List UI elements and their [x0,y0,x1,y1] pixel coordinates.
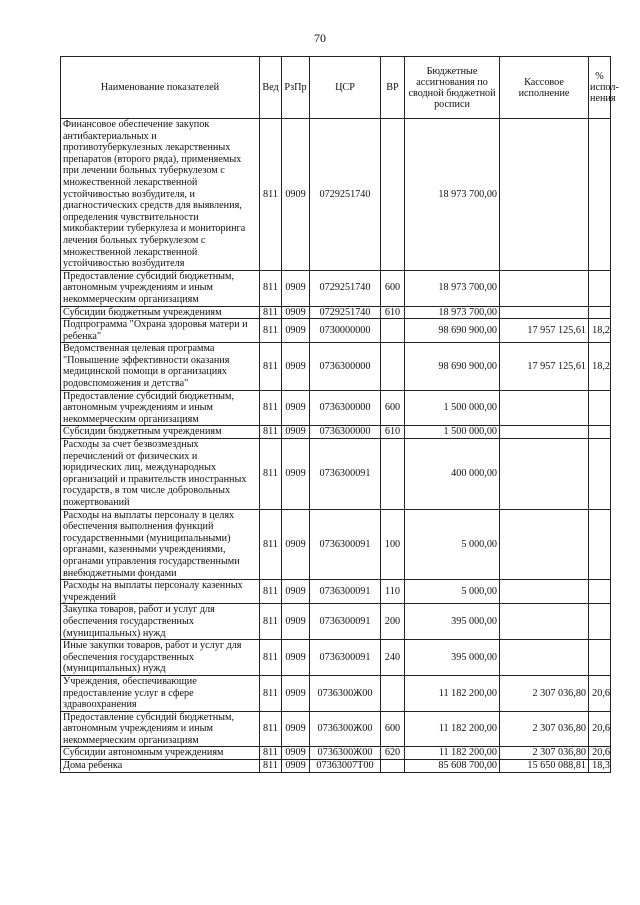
cell-rzpr: 0909 [282,390,310,426]
cell-name: Финансовое обеспечение закупок антибактериальных и противотуберкулезных лекарственных препаратов (второго ряда), применяемых при лечении больных туберкулезом с множественной лекарственной устойчивостью возбудителя, и диагностических средств для выявления, определения чувствительности микобактерии туберкулеза и мониторинга лечения больных туберкулезом с множественной лекарственной устойчивостью возбудителя [61,119,260,271]
cell-assign: 85 608 700,00 [405,760,500,773]
cell-rzpr: 0909 [282,760,310,773]
cell-pct [589,426,611,439]
cell-name: Учреждения, обеспечивающие предоставление услуг в сфере здравоохранения [61,675,260,711]
cell-csr: 0736300091 [310,509,381,580]
cell-assign: 98 690 900,00 [405,319,500,343]
cell-pct [589,390,611,426]
cell-assign: 1 500 000,00 [405,390,500,426]
table-row [61,343,611,390]
cell-csr: 0736300091 [310,439,381,510]
cell-cash [500,119,589,271]
cell-cash [500,640,589,676]
table-row [61,675,611,711]
cell-ved: 811 [260,270,282,306]
cell-rzpr: 0909 [282,675,310,711]
cell-ved: 811 [260,604,282,640]
table-header-row [61,57,611,119]
cell-pct [589,604,611,640]
cell-csr: 0736300000 [310,390,381,426]
cell-ved: 811 [260,319,282,343]
cell-pct: 18,2 [589,319,611,343]
cell-assign: 18 973 700,00 [405,119,500,271]
cell-cash [500,604,589,640]
cell-assign: 400 000,00 [405,439,500,510]
cell-name: Субсидии бюджетным учреждениям [61,306,260,319]
cell-cash [500,509,589,580]
table-row [61,319,611,343]
cell-ved: 811 [260,509,282,580]
header-ved: Вед [260,57,282,119]
cell-pct: 18,2 [589,343,611,390]
cell-pct [589,119,611,271]
cell-vr: 100 [381,509,405,580]
cell-pct [589,270,611,306]
table-row [61,306,611,319]
table-body [61,119,611,773]
cell-csr: 0736300Ж00 [310,675,381,711]
page-number: 70 [314,31,326,45]
header-percent: % испол-нения [589,57,611,119]
cell-ved: 811 [260,711,282,747]
cell-name: Расходы за счет безвозмездных перечислений от физических и юридических лиц, международных организаций и правительств иностранных государств, в том числе добровольных пожертвований [61,439,260,510]
cell-cash [500,390,589,426]
cell-pct: 20,6 [589,711,611,747]
cell-cash [500,439,589,510]
table-row [61,390,611,426]
cell-name: Иные закупки товаров, работ и услуг для обеспечения государственных (муниципальных) нужд [61,640,260,676]
header-rzpr: РзПр [282,57,310,119]
table-row [61,760,611,773]
cell-ved: 811 [260,675,282,711]
cell-name: Ведомственная целевая программа "Повышение эффективности оказания медицинской помощи в организациях родовспоможения и детства" [61,343,260,390]
cell-rzpr: 0909 [282,747,310,760]
cell-cash [500,426,589,439]
cell-pct: 20,6 [589,675,611,711]
cell-vr [381,439,405,510]
table-row [61,747,611,760]
cell-assign: 395 000,00 [405,604,500,640]
cell-csr: 0736300000 [310,426,381,439]
cell-vr [381,319,405,343]
cell-vr: 600 [381,711,405,747]
cell-rzpr: 0909 [282,640,310,676]
cell-cash [500,306,589,319]
cell-assign: 11 182 200,00 [405,711,500,747]
cell-pct [589,509,611,580]
cell-vr: 110 [381,580,405,604]
cell-name: Субсидии бюджетным учреждениям [61,426,260,439]
cell-ved: 811 [260,343,282,390]
cell-ved: 811 [260,747,282,760]
cell-rzpr: 0909 [282,343,310,390]
cell-assign: 18 973 700,00 [405,270,500,306]
cell-vr: 620 [381,747,405,760]
cell-vr: 200 [381,604,405,640]
table-row [61,119,611,271]
cell-rzpr: 0909 [282,119,310,271]
cell-vr [381,343,405,390]
table-row [61,604,611,640]
cell-assign: 5 000,00 [405,580,500,604]
cell-csr: 0736300091 [310,580,381,604]
cell-ved: 811 [260,119,282,271]
cell-ved: 811 [260,640,282,676]
cell-vr [381,119,405,271]
table-row [61,640,611,676]
cell-ved: 811 [260,580,282,604]
budget-table [60,56,619,773]
cell-pct [589,306,611,319]
cell-assign: 18 973 700,00 [405,306,500,319]
cell-name: Закупка товаров, работ и услуг для обеспечения государственных (муниципальных) нужд [61,604,260,640]
cell-cash [500,580,589,604]
cell-cash: 2 307 036,80 [500,747,589,760]
cell-csr: 07363007Т00 [310,760,381,773]
cell-name: Подпрограмма "Охрана здоровья матери и ребенка" [61,319,260,343]
cell-ved: 811 [260,306,282,319]
cell-csr: 0736300000 [310,343,381,390]
cell-cash [500,270,589,306]
cell-rzpr: 0909 [282,604,310,640]
cell-vr: 240 [381,640,405,676]
cell-cash: 17 957 125,61 [500,343,589,390]
table-row [61,711,611,747]
cell-assign: 98 690 900,00 [405,343,500,390]
cell-vr [381,760,405,773]
header-cash-execution: Кассовое исполнение [500,57,589,119]
cell-assign: 11 182 200,00 [405,747,500,760]
cell-assign: 11 182 200,00 [405,675,500,711]
cell-name: Субсидии автономным учреждениям [61,747,260,760]
cell-rzpr: 0909 [282,439,310,510]
cell-vr: 610 [381,306,405,319]
cell-vr [381,675,405,711]
cell-csr: 0736300091 [310,640,381,676]
header-name: Наименование показателей [61,57,260,119]
cell-assign: 1 500 000,00 [405,426,500,439]
header-csr: ЦСР [310,57,381,119]
cell-assign: 5 000,00 [405,509,500,580]
cell-rzpr: 0909 [282,306,310,319]
cell-ved: 811 [260,760,282,773]
cell-csr: 0736300Ж00 [310,711,381,747]
table-row [61,439,611,510]
cell-name: Предоставление субсидий бюджетным, автономным учреждениям и иным некоммерческим организациям [61,390,260,426]
cell-name: Расходы на выплаты персоналу в целях обеспечения выполнения функций государственными (муниципальными) органами, казенными учреждениями, органами управления государственными внебюджетными фондами [61,509,260,580]
table-row [61,270,611,306]
cell-name: Дома ребенка [61,760,260,773]
cell-csr: 0729251740 [310,306,381,319]
cell-csr: 0736300091 [310,604,381,640]
cell-rzpr: 0909 [282,711,310,747]
cell-assign: 395 000,00 [405,640,500,676]
cell-ved: 811 [260,439,282,510]
cell-csr: 0729251740 [310,119,381,271]
cell-pct [589,640,611,676]
cell-rzpr: 0909 [282,426,310,439]
cell-rzpr: 0909 [282,270,310,306]
cell-name: Предоставление субсидий бюджетным, автономным учреждениям и иным некоммерческим организациям [61,270,260,306]
cell-rzpr: 0909 [282,580,310,604]
cell-csr: 0729251740 [310,270,381,306]
cell-cash: 2 307 036,80 [500,675,589,711]
header-vr: ВР [381,57,405,119]
cell-pct: 20,6 [589,747,611,760]
cell-name: Предоставление субсидий бюджетным, автономным учреждениям и иным некоммерческим организациям [61,711,260,747]
cell-cash: 15 650 088,81 [500,760,589,773]
cell-pct [589,580,611,604]
table-row [61,426,611,439]
cell-vr: 600 [381,270,405,306]
cell-csr: 0730000000 [310,319,381,343]
cell-ved: 811 [260,390,282,426]
cell-pct: 18,3 [589,760,611,773]
cell-ved: 811 [260,426,282,439]
table-row [61,509,611,580]
cell-vr: 600 [381,390,405,426]
cell-vr: 610 [381,426,405,439]
cell-cash: 2 307 036,80 [500,711,589,747]
table-row [61,580,611,604]
cell-csr: 0736300Ж00 [310,747,381,760]
header-assignments: Бюджетные ассигнования по сводной бюджетной росписи [405,57,500,119]
cell-pct [589,439,611,510]
cell-name: Расходы на выплаты персоналу казенных учреждений [61,580,260,604]
cell-cash: 17 957 125,61 [500,319,589,343]
cell-rzpr: 0909 [282,509,310,580]
cell-rzpr: 0909 [282,319,310,343]
